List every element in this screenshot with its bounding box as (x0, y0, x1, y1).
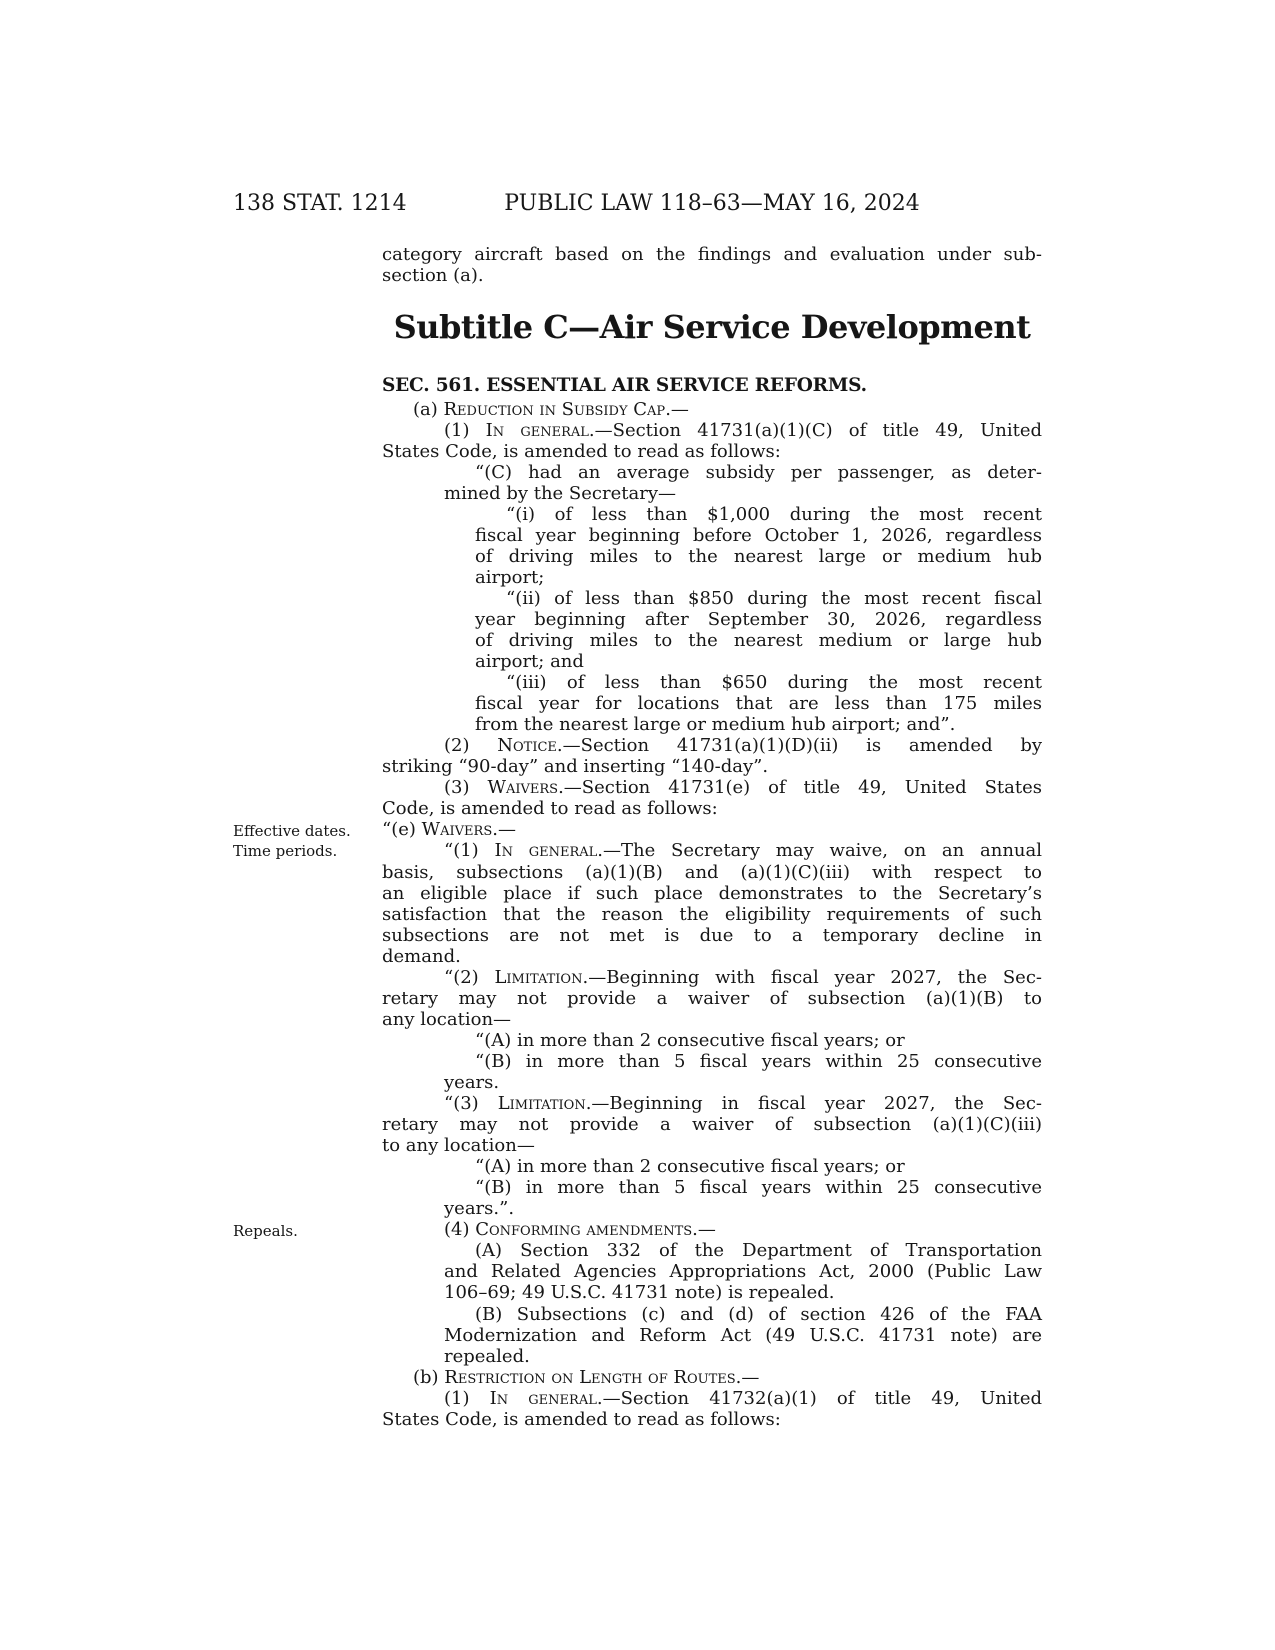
text-run: (4) (444, 1219, 476, 1241)
text-run: basis, subsections (a)(1)(B) and (a)(1)(C)(iii) with respect to (382, 861, 1042, 883)
text-run: Modernization and Reform Act (49 U.S.C. 41731 note) are (444, 1324, 1042, 1346)
text-run: “(A) in more than 2 consecutive fiscal years; or (475, 1029, 905, 1051)
body-line (382, 1030, 1042, 1051)
body-line (382, 630, 1042, 651)
text-run: States Code, is amended to read as follows: (382, 1408, 781, 1430)
text-run: and Related Agencies Appropriations Act, 2000 (Public Law (444, 1261, 1042, 1283)
intro-paragraph (382, 244, 1042, 286)
text-run: (B) Subsections (c) and (d) of section 426 of the FAA (475, 1303, 1042, 1325)
intro-line (382, 244, 1042, 265)
text-run: “(iii) of less than $650 during the most recent (506, 672, 1042, 694)
text-run: “(1) (444, 840, 495, 862)
text-run: mined by the Secretary— (444, 482, 676, 504)
body-line (382, 1367, 1042, 1388)
text-run: demand. (382, 945, 461, 967)
text-run: retary may not provide a waiver of subsection (a)(1)(B) to (382, 987, 1042, 1009)
text-run: (1) (444, 419, 486, 441)
text-run: fiscal year for locations that are less than 175 miles (475, 693, 1042, 715)
body-line (382, 441, 1042, 462)
text-run: “(i) of less than $1,000 during the most recent (506, 503, 1042, 525)
body-line (382, 672, 1042, 693)
small-caps-term: Notice (497, 735, 557, 757)
running-header-law-title: PUBLIC LAW 118–63—MAY 16, 2024 (504, 191, 920, 216)
text-run: Code, is amended to read as follows: (382, 798, 718, 820)
body-line (382, 714, 1042, 735)
text-run: “(e) (382, 819, 422, 841)
small-caps-term: In general (485, 419, 589, 441)
body-line (382, 1304, 1042, 1325)
text-run: “(A) in more than 2 consecutive fiscal years; or (475, 1156, 905, 1178)
text-run: fiscal year beginning before October 1, 2026, regardless (475, 524, 1042, 546)
small-caps-term: Limitation (497, 1093, 586, 1115)
small-caps-term: In general (489, 1387, 597, 1409)
text-run: “(B) in more than 5 fiscal years within 25 consecutive (475, 1177, 1042, 1199)
body-line (382, 399, 1042, 420)
text-run: (2) (444, 735, 498, 757)
body-line (382, 883, 1042, 904)
text-run: “(3) (444, 1093, 498, 1115)
body-line (382, 1388, 1042, 1409)
text-run: years. (444, 1072, 500, 1093)
body-line (382, 1346, 1042, 1367)
text-run: of driving miles to the nearest medium or large hub (475, 630, 1042, 652)
intro-line (382, 265, 1042, 286)
body-line (382, 819, 1042, 840)
text-run: “(ii) of less than $850 during the most recent fiscal (506, 587, 1042, 609)
body-line (382, 1177, 1042, 1198)
body-line (382, 1409, 1042, 1430)
body-line (382, 1072, 1042, 1093)
text-run: from the nearest large or medium hub airport; and”. (475, 714, 956, 736)
body-line (382, 967, 1042, 988)
body-line (382, 1219, 1042, 1240)
body-line (382, 1198, 1042, 1219)
text-run: States Code, is amended to read as follows: (382, 440, 781, 462)
text-run: section (a). (382, 265, 484, 287)
body-line (382, 1051, 1042, 1072)
body-line (382, 840, 1042, 861)
small-caps-term: Waivers (421, 819, 493, 841)
text-run: (b) (413, 1366, 445, 1388)
body-line (382, 1261, 1042, 1282)
text-run: retary may not provide a waiver of subsection (a)(1)(C)(iii) (382, 1114, 1042, 1136)
text-run: (a) (413, 398, 444, 420)
small-caps-term: Reduction in Subsidy Cap (443, 398, 666, 420)
body-line (382, 525, 1042, 546)
text-run: .—Section 41732(a)(1) of title 49, United (596, 1387, 1042, 1409)
text-run: .— (692, 1219, 716, 1241)
body-line (382, 483, 1042, 504)
body-line (382, 925, 1042, 946)
body-line (382, 609, 1042, 630)
text-run: .— (492, 819, 516, 841)
small-caps-term: Restriction on Length of Routes (444, 1366, 736, 1388)
body-line (382, 777, 1042, 798)
margin-note-line: Repeals. (233, 1222, 298, 1241)
text-run: 106–69; 49 U.S.C. 41731 note) is repealed. (444, 1282, 835, 1304)
body-line (382, 946, 1042, 967)
text-run: of driving miles to the nearest large or medium hub (475, 545, 1042, 567)
text-run: .— (665, 398, 689, 420)
page-stat-number: 138 STAT. 1214 (233, 191, 407, 216)
text-run: category aircraft based on the findings and evaluation under sub- (382, 244, 1042, 265)
text-run: satisfaction that the reason the eligibility requirements of such (382, 903, 1042, 925)
text-run: repealed. (444, 1345, 530, 1367)
body-line (382, 1135, 1042, 1156)
body-line (382, 862, 1042, 883)
text-run: airport; and (475, 651, 584, 673)
text-run: .—The Secretary may waive, on an annual (597, 840, 1042, 862)
margin-note-line: Time periods. (233, 842, 338, 861)
text-run: .— (735, 1366, 760, 1388)
margin-note-line: Effective dates. (233, 822, 351, 841)
body-line (382, 904, 1042, 925)
body-line (382, 504, 1042, 525)
small-caps-term: Limitation (494, 966, 583, 988)
body-line (382, 798, 1042, 819)
statute-body-text (382, 399, 1042, 1430)
body-line (382, 735, 1042, 756)
body-line (382, 420, 1042, 441)
subtitle-heading: Subtitle C—Air Service Development (393, 308, 1031, 346)
body-line (382, 588, 1042, 609)
text-run: (A) Section 332 of the Department of Transportation (475, 1240, 1042, 1262)
body-line (382, 1156, 1042, 1177)
small-caps-term: Conforming amendments (475, 1219, 693, 1241)
small-caps-term: Waivers (487, 777, 559, 799)
text-run: .—Section 41731(a)(1)(C) of title 49, United (588, 419, 1042, 441)
margin-note (233, 1221, 373, 1241)
text-run: .—Section 41731(a)(1)(D)(ii) is amended by (556, 735, 1043, 757)
body-line (382, 567, 1042, 588)
body-line (382, 988, 1042, 1009)
body-line (382, 1009, 1042, 1030)
text-run: subsections are not met is due to a temporary decline in (382, 924, 1042, 946)
text-run: “(2) (444, 966, 495, 988)
text-run: (1) (444, 1387, 490, 1409)
body-line (382, 1093, 1042, 1114)
body-line (382, 1325, 1042, 1346)
body-line (382, 1114, 1042, 1135)
text-run: years.”. (444, 1198, 515, 1220)
text-run: .—Beginning in fiscal year 2027, the Sec- (585, 1093, 1042, 1115)
body-line (382, 1282, 1042, 1303)
text-run: .—Section 41731(e) of title 49, United States (558, 777, 1043, 799)
text-run: striking “90-day” and inserting “140-day”. (382, 756, 769, 778)
small-caps-term: In general (494, 840, 598, 862)
text-run: .—Beginning with fiscal year 2027, the Sec- (582, 966, 1042, 988)
body-line (382, 462, 1042, 483)
text-run: “(C) had an average subsidy per passenger, as deter- (475, 461, 1042, 483)
text-run: airport; (475, 566, 545, 588)
margin-note (233, 821, 373, 861)
text-run: year beginning after September 30, 2026, regardless (475, 608, 1042, 630)
section-heading: SEC. 561. ESSENTIAL AIR SERVICE REFORMS. (382, 375, 867, 396)
text-run: to any location— (382, 1135, 535, 1157)
body-line (382, 651, 1042, 672)
text-run: an eligible place if such place demonstrates to the Secretary’s (382, 882, 1042, 904)
text-run: any location— (382, 1008, 512, 1030)
body-line (382, 1240, 1042, 1261)
body-line (382, 693, 1042, 714)
text-run: “(B) in more than 5 fiscal years within 25 consecutive (475, 1050, 1042, 1072)
text-run: (3) (444, 777, 488, 799)
body-line (382, 546, 1042, 567)
body-line (382, 756, 1042, 777)
